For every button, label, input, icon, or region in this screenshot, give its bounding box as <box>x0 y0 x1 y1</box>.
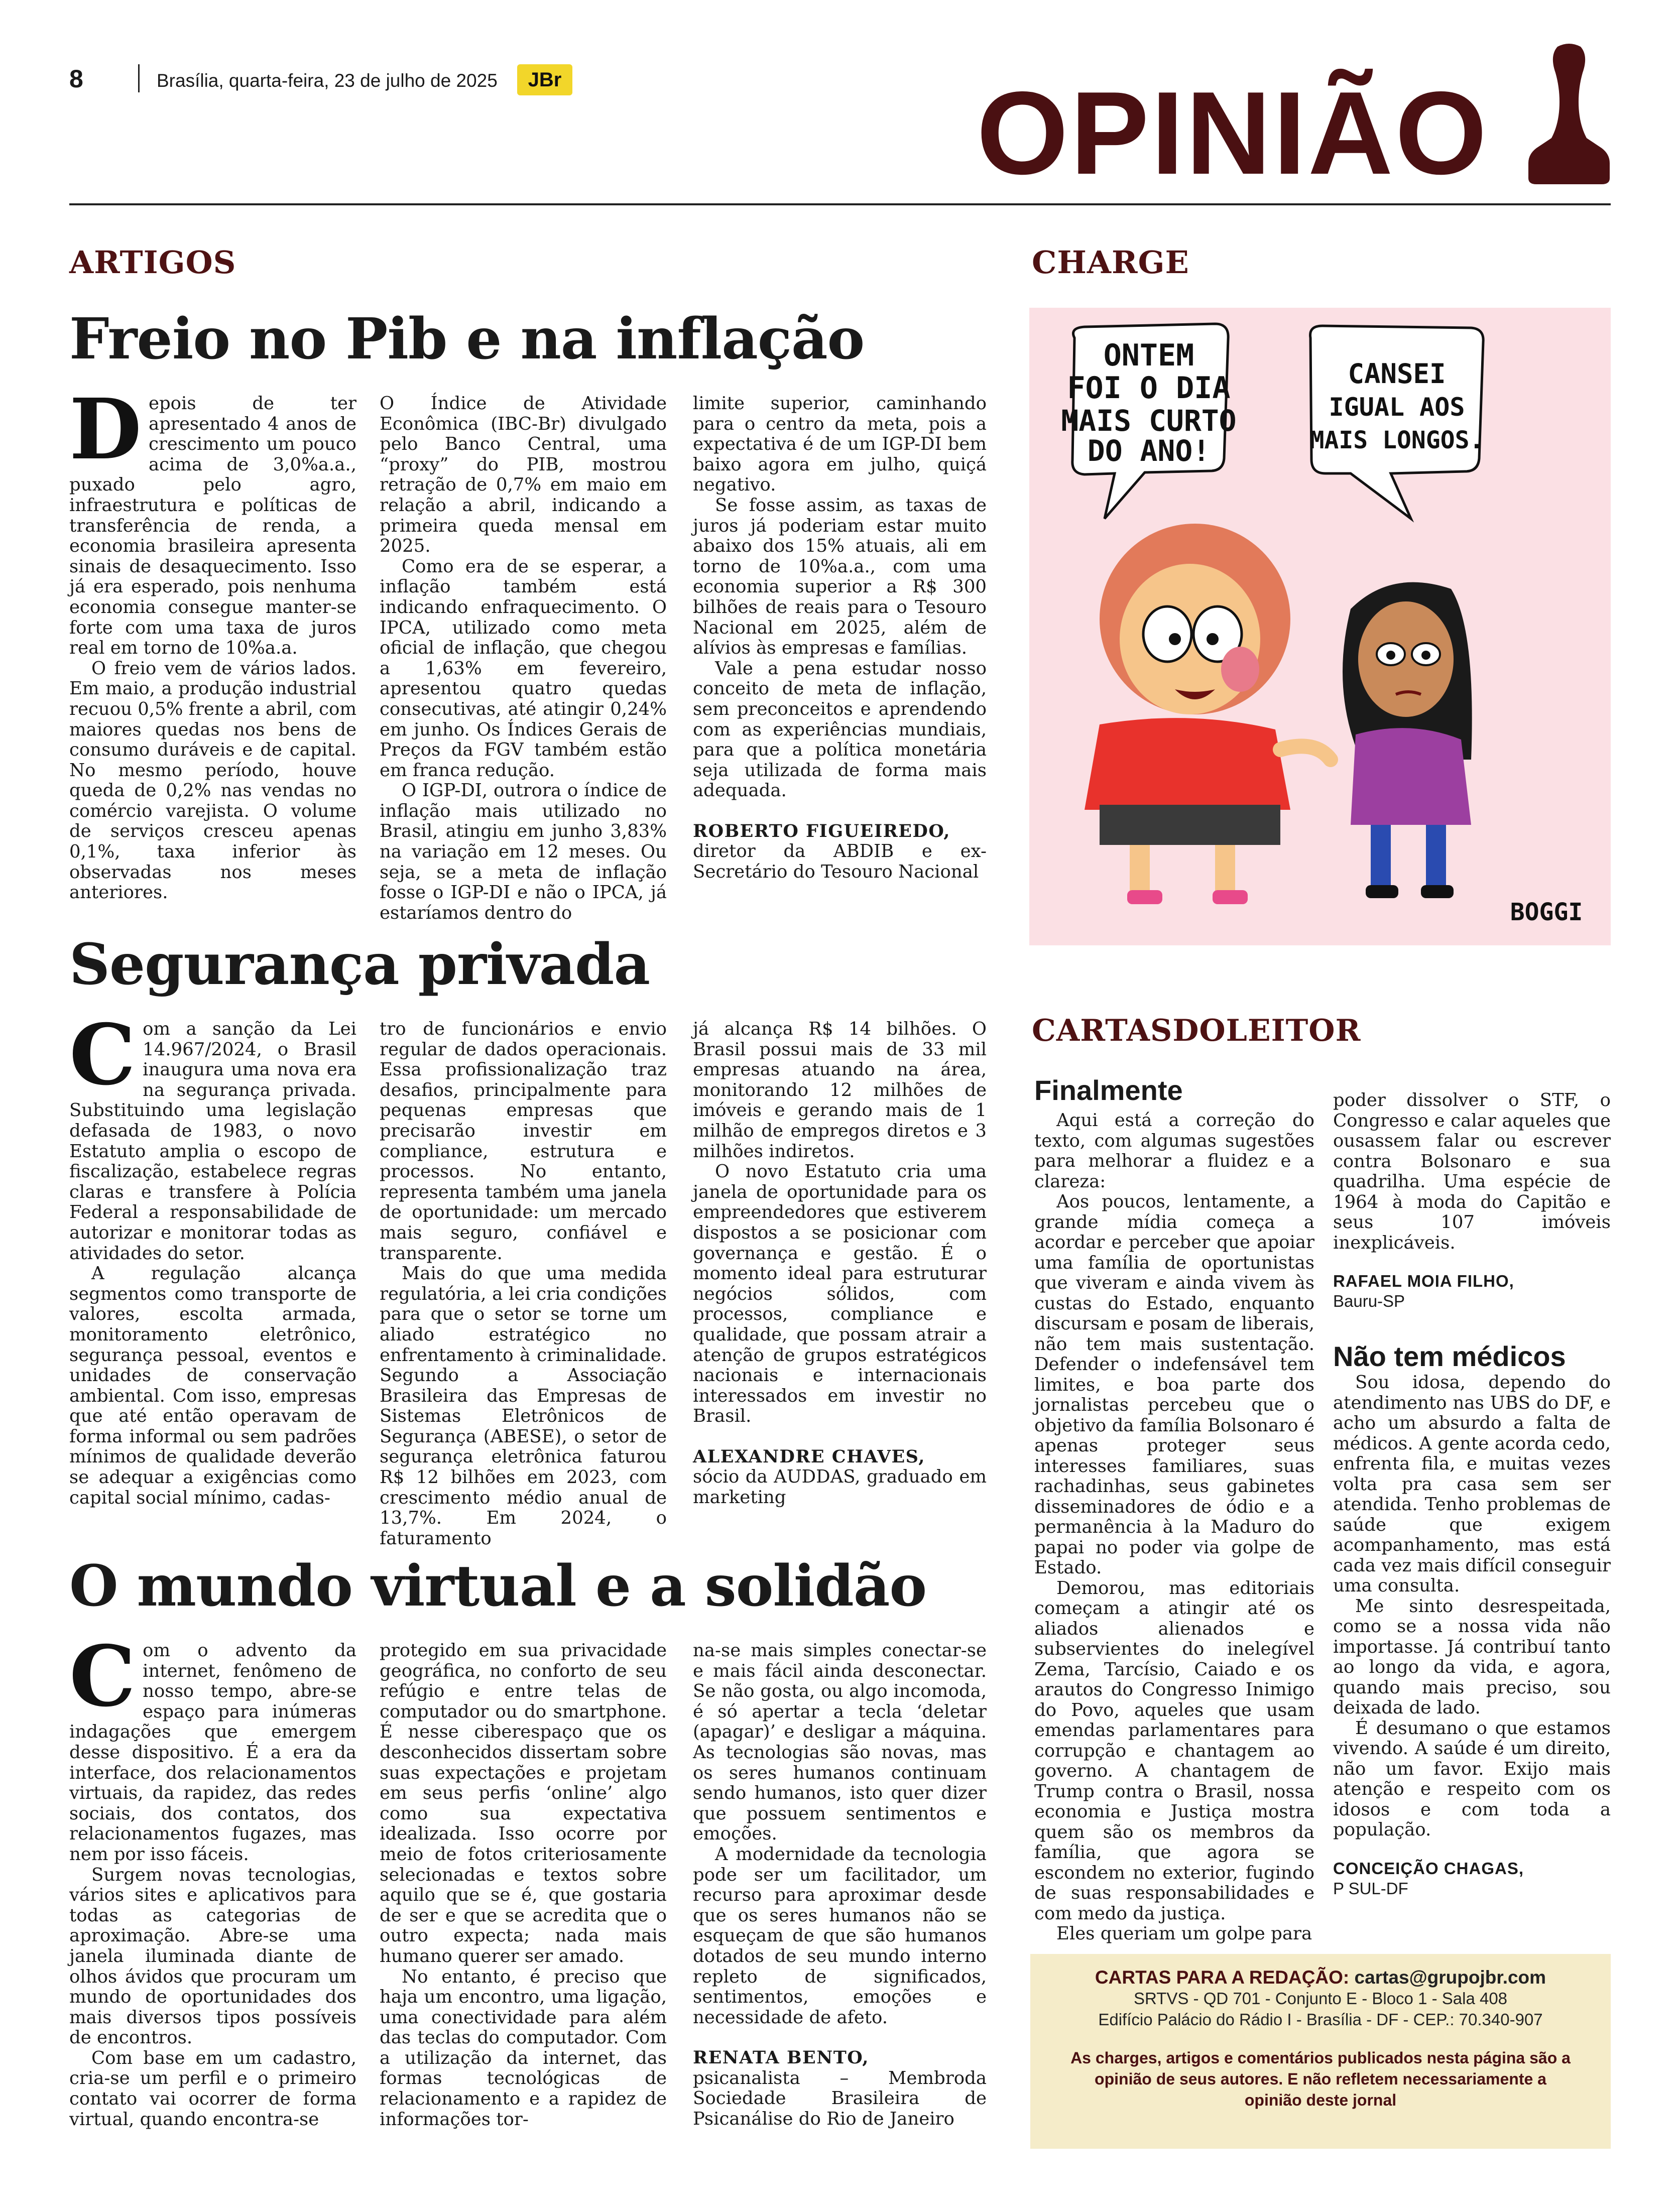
letter-1-author: RAFAEL MOIA FILHO, <box>1333 1272 1514 1290</box>
balloon-right-line: IGUAL AOS <box>1329 393 1465 422</box>
article-3-author: RENATA BENTO, <box>693 2047 869 2068</box>
letter-1-col-2: poder dissolver o STF, o Congresso e calar aqueles que ousassem falar ou escrever contra Bolsonaro e sua quadrilha. Uma espécie de 1964 à moda do Capitão e seus 107 imóveis inexplicáveis. RAFAEL MOIA FILHO, Bauru-SP Não tem médicos Sou idosa, dependo do atendimento nas UBS do DF, e acho um absurdo a falta de médicos. A gente acorda cedo, enfrenta fila, e muitas vezes volta pra casa sem ser atendida. Tenho problemas de saúde que exigem acompanhamento, mas está cada vez mais difícil conseguir uma consulta. Me sinto desrespeitada, como se a nossa vida não importasse. Já contribuí tanto ao longo da vida, e agora, quando mais preciso, sou deixada de lado. É desumano o que estamos vivendo. A saúde é um direito, não um favor. Exijo mais atenção e respeito com os idosos e com toda a população. CONCEIÇÃO CHAGAS, P SUL-DF <box>1333 1090 1611 1898</box>
drop-cap: D <box>69 381 142 478</box>
article-1-title: Freio no Pib e na inflação <box>69 306 865 372</box>
drop-cap: C <box>69 1006 136 1104</box>
article-2-col-2: tro de funcionários e envio regular de dados operacionais. Essa profissionalização traz desafios, principalmente para pequenas empresas que precisarão investir em compliance, estrutura e processos. No entanto, representa também uma janela de oportunidade: um mercado mais seguro, confiável e transparente. Mais do que uma medida regulatória, a lei cria condições para que o setor se torne um aliado estratégico no enfrentamento à criminalidade. Segundo a Associação Brasileira das Empresas de Sistemas Eletrônicos de Segurança (ABESE), o setor de segurança eletrônica faturou R$ 12 bilhões em 2023, com crescimento médio anual de 13,7%. Em 2024, o faturamento <box>380 1019 667 1549</box>
cartas-address-2: Edifício Palácio do Rádio I - Brasília - DF - CEP.: 70.340-907 <box>1098 2010 1543 2029</box>
page-number: 8 <box>69 65 83 93</box>
article-3-col-2: protegido em sua privacidade geográfica, no conforto de seu refúgio e entre telas de computador ou do smartphone. É nesse ciberespaço que os desconhecidos dissertam sobre suas expectações e projetam em seus perfis ‘online’ algo como sua expectativa idealizada. Isso ocorre por meio de fotos criteriosamente selecionadas e textos sobre aquilo que se é, que gostaria de ser e que se acredita que o outro expecta; nada mais humano querer ser amado. No entanto, é preciso que haja um encontro, uma ligação, uma conectividade para além das teclas do computador. Com a utilização da internet, das formas tecnológicas de relacionamento e a rapidez de informações tor- <box>380 1640 667 2130</box>
letter-2-title: Não tem médicos <box>1333 1340 1566 1372</box>
article-3-col-3: na-se mais simples conectar-se e mais fácil ainda desconectar. Se não gosta, ou algo incomoda, é só apertar a tecla ‘deletar (apagar)’ e desligar a máquina. As tecnologias são novas, mas os seres humanos continuam sendo humanos, isto quer dizer que possuem sentimentos e emoções. A modernidade da tecnologia pode ser um facilitador, um recurso para aproximar desde que os seres humanos não se esqueçam de que são humanos dotados de seu mundo interno repleto de significados, sentimentos, emoções e necessidade de afeto. RENATA BENTO, psicanalista – Membroda Sociedade Brasileira de Psicanálise do Rio de Janeiro <box>693 1640 987 2130</box>
article-3-col-1: Com o advento da internet, fenômeno de nosso tempo, abre-se espaço para inúmeras indagações que emergem desse dispositivo. É a era da interface, dos relacionamentos virtuais, da rapidez, das redes sociais, dos contatos, dos relacionamentos fugazes, mas nem por isso fáceis. Surgem novas tecnologias, vários sites e aplicativos para todas as categorias de aproximação. Abre-se uma janela iluminada diante de olhos ávidos que procuram um mundo de oportunidades dos mais diversos tipos possíveis de encontros. Com base em um cadastro, cria-se um perfil e o primeiro contato vai ocorrer de forma virtual, quando encontra-se <box>69 1628 356 2130</box>
article-3-title: O mundo virtual e a solidão <box>69 1553 927 1619</box>
charge-section-label: CHARGE <box>1032 244 1189 281</box>
cartas-disclaimer: As charges, artigos e comentários publicados nesta página são a opinião de seus autores. E não refletem necessariamente a opinião deste jornal <box>1070 2049 1571 2109</box>
article-1-author-role: diretor da ABDIB e ex-Secretário do Tesouro Nacional <box>693 841 987 883</box>
cartoon-signature: BOGGI <box>1510 898 1583 926</box>
speech-balloon-right <box>1310 326 1484 519</box>
balloon-right-line: MAIS LONGOS. <box>1309 426 1484 454</box>
artigos-section-label: ARTIGOS <box>69 244 236 281</box>
balloon-left-line: FOI O DIA <box>1067 371 1231 406</box>
article-2-title: Segurança privada <box>69 932 650 998</box>
letter-1-title: Finalmente <box>1034 1074 1183 1106</box>
section-title: OPINIÃO <box>977 67 1489 199</box>
balloon-left-line: DO ANO! <box>1087 434 1211 468</box>
article-1-col-3: limite superior, caminhando para o centro da meta, pois a expectativa é de um IGP-DI bem baixo agora em julho, quiçá negativo. Se fosse assim, as taxas de juros já poderiam estar muito abaixo dos 15% atuais, ali em torno de 10%a.a., com uma economia superior a R$ 300 bilhões de reais para o Tesouro Nacional em 2025, além de alívios às empresas e famílias. Vale a pena estudar nosso conceito de meta de inflação, sem preconceitos e aprendendo com as experiências mundiais, para que a política monetária seja utilizada de forma mais adequada. ROBERTO FIGUEIREDO, diretor da ABDIB e ex-Secretário do Tesouro Nacional <box>693 393 987 883</box>
letter-2-place: P SUL-DF <box>1333 1879 1408 1898</box>
balloon-right-line: CANSEI <box>1348 358 1446 390</box>
article-2-author-role: sócio da AUDDAS, graduado em marketing <box>693 1466 987 1508</box>
cartoon-woman-right <box>1343 582 1472 898</box>
drop-cap: C <box>69 1628 136 1726</box>
article-2-author: ALEXANDRE CHAVES, <box>693 1446 925 1467</box>
article-3-author-role: psicanalista – Membroda Sociedade Brasileira de Psicanálise do Rio de Janeiro <box>693 2067 987 2130</box>
jbr-badge: JBr <box>517 64 572 95</box>
letter-1-place: Bauru-SP <box>1333 1292 1405 1310</box>
letter-2-author: CONCEIÇÃO CHAGAS, <box>1333 1859 1524 1878</box>
balloon-left-line: MAIS CURTO <box>1061 404 1237 438</box>
cartas-section-label: CARTASDOLEITOR <box>1032 1013 1361 1048</box>
article-1-col-2: O Índice de Atividade Econômica (IBC-Br) divulgado pelo Banco Central, uma “proxy” do PIB, mostrou retração de 0,7% em maio em relação a abril, indicando a primeira queda mensal em 2025. Como era de se esperar, a inflação também está indicando enfraquecimento. O IPCA, utilizado como meta oficial de inflação, que chegou a 1,63% em fevereiro, apresentou quatro quedas consecutivas, até atingir 0,24% em junho. Os Índices Gerais de Preços da FGV também estão em franca redução. O IGP-DI, outrora o índice de inflação mais utilizado no Brasil, atingiu em junho 3,83% na variação em 12 meses. Ou seja, se a meta de inflação fosse o IGP-DI e não o IPCA, já estaríamos dentro do <box>380 393 667 923</box>
dateline: Brasília, quarta-feira, 23 de julho de 2025 <box>157 70 498 91</box>
article-1-author: ROBERTO FIGUEIREDO, <box>693 820 950 841</box>
header-rule <box>69 203 1611 205</box>
cartas-box-heading: CARTAS PARA A REDAÇÃO: cartas@grupojbr.com <box>1095 1967 1546 1988</box>
cartoon <box>1029 308 1611 945</box>
header-divider <box>138 64 140 92</box>
article-1-col-1: Depois de ter apresentado 4 anos de crescimento um pouco acima de 3,0%a.a., puxado pelo agro, infraestrutura e políticas de transferência de renda, a economia brasileira apresenta sinais de desaquecimento. Isso já era esperado, pois nenhuma economia consegue manter-se forte com uma taxa de juros real em torno de 10%a.a. O freio vem de vários lados. Em maio, a produção industrial recuou 0,5% frente a abril, com maiores quedas nos bens de consumo duráveis e de capital. No mesmo período, houve queda de 0,2% nas vendas no comércio varejista. O volume de serviços cresceu apenas 0,1%, taxa inferior às observadas nos meses anteriores. <box>69 381 356 903</box>
letter-1-col-1: Aqui está a correção do texto, com algumas sugestões para melhorar a fluidez e a clareza: Aos poucos, lentamente, a grande mídia começa a acordar e perceber que apoiar uma família de oportunistas que viveram e ainda vivem às custas do Estado, enquanto discursam e posam de liberais, não tem mais sustentação. Defender o indefensável tem limites, e boa parte dos jornalistas percebeu que o objetivo da família Bolsonaro é apenas proteger seus interesses familiares, suas rachadinhas, seus gabinetes disseminadores de ódio e a permanência à la Maduro do papai no poder via golpe de Estado. Demorou, mas editoriais começam a atingir até os aliados alienados e subservientes do inelegível Zema, Tarcísio, Caiado e os arautos do Congresso Inimigo do Povo, aqueles que usam emendas parlamentares para corrupção e chantagem ao governo. A chantagem de Trump contra o Brasil, nossa economia e Justiça mostra quem são os membros da família, que agora se escondem no exterior, fugindo de suas responsabilidades e com medo da justiça. Eles queriam um golpe para <box>1034 1110 1314 1944</box>
stamp-icon <box>1526 43 1612 186</box>
cartas-email[interactable]: cartas@grupojbr.com <box>1354 1967 1546 1988</box>
cartas-address-1: SRTVS - QD 701 - Conjunto E - Bloco 1 - Sala 408 <box>1133 1989 1508 2008</box>
cartoon-illustration <box>1029 308 1611 945</box>
cartoon-woman-left <box>1085 524 1331 904</box>
article-2-col-3: já alcança R$ 14 bilhões. O Brasil possui mais de 33 mil empresas atuando na área, monitorando 12 milhões de imóveis e gerando mais de 1 milhão de empregos diretos e 3 milhões indiretos. O novo Estatuto cria uma janela de oportunidade para os empreendedores que estiverem dispostos a se posicionar com governança e gestão. É o momento ideal para estruturar negócios sólidos, com processos, compliance e qualidade, que possam atrair a atenção de grupos estratégicos nacionais e internacionais interessados em investir no Brasil. ALEXANDRE CHAVES, sócio da AUDDAS, graduado em marketing <box>693 1019 987 1508</box>
balloon-left-line: ONTEM <box>1103 338 1194 373</box>
article-2-col-1: Com a sanção da Lei 14.967/2024, o Brasil inaugura uma nova era na segurança privada. Substituindo uma legislação defasada de 1983, o novo Estatuto amplia o escopo de fiscalização, estabelece regras claras e transfere à Polícia Federal a responsabilidade de autorizar e monitorar todas as atividades do setor. A regulação alcança segmentos como transporte de valores, escolta armada, monitoramento eletrônico, segurança pessoal, eventos e unidades de conservação ambiental. Com isso, empresas que até então operavam de forma informal ou sem padrões mínimos de qualidade deverão se adequar a exigências como capital social mínimo, cadas- <box>69 1006 356 1508</box>
cartas-info-box <box>1030 1954 1611 2149</box>
